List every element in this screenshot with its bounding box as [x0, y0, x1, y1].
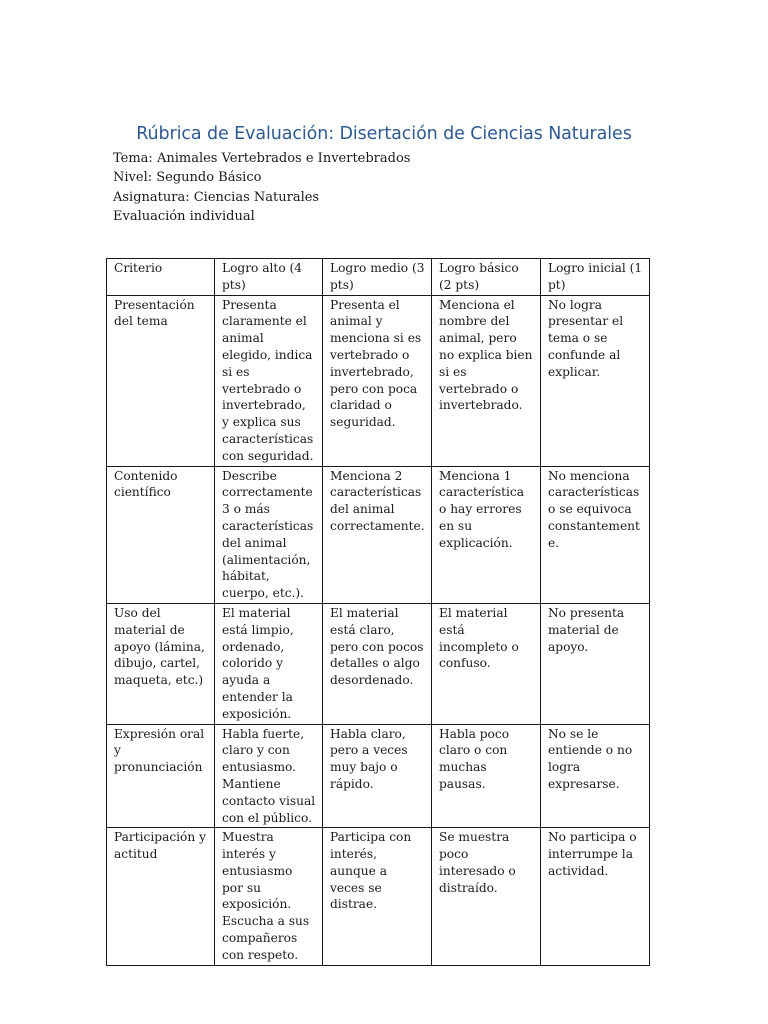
- table-cell: Presentación del tema: [107, 295, 215, 466]
- header-logro-inicial: Logro inicial (1 pt): [541, 259, 650, 296]
- table-cell: No se le entiende o no logra expresarse.: [541, 724, 650, 828]
- table-row: [107, 603, 650, 724]
- meta-evaluation-type: Evaluación individual: [113, 209, 255, 225]
- header-logro-medio: Logro medio (3 pts): [323, 259, 432, 296]
- header-logro-alto: Logro alto (4 pts): [215, 259, 323, 296]
- table-cell: Menciona 2 características del animal correctamente.: [323, 466, 432, 603]
- table-row: [107, 724, 650, 828]
- table-row: [107, 828, 650, 965]
- table-cell: Presenta el animal y menciona si es vertebrado o invertebrado, pero con poca claridad o seguridad.: [323, 295, 432, 466]
- table-cell: Expresión oral y pronunciación: [107, 724, 215, 828]
- table-cell: El material está incompleto o confuso.: [432, 603, 541, 724]
- document-title: Rúbrica de Evaluación: Disertación de Ciencias Naturales: [136, 124, 632, 144]
- meta-subject: Asignatura: Ciencias Naturales: [113, 189, 320, 205]
- header-logro-basico: Logro básico (2 pts): [432, 259, 541, 296]
- table-cell: No menciona características o se equivoca constantemente.: [541, 466, 650, 603]
- table-cell: Se muestra poco interesado o distraído.: [432, 828, 541, 965]
- table-header-row: [107, 259, 650, 296]
- rubric-table: [106, 258, 650, 966]
- table-cell: Habla claro, pero a veces muy bajo o rápido.: [323, 724, 432, 828]
- meta-level: Nivel: Segundo Básico: [113, 170, 262, 186]
- table-cell: Presenta claramente el animal elegido, indica si es vertebrado o invertebrado, y explica sus características con seguridad.: [215, 295, 323, 466]
- header-criterio: Criterio: [107, 259, 215, 296]
- meta-topic: Tema: Animales Vertebrados e Invertebrados: [113, 151, 411, 166]
- table-cell: Habla poco claro o con muchas pausas.: [432, 724, 541, 828]
- table-cell: Contenido científico: [107, 466, 215, 603]
- table-cell: Uso del material de apoyo (lámina, dibujo, cartel, maqueta, etc.): [107, 603, 215, 724]
- table-cell: El material está limpio, ordenado, colorido y ayuda a entender la exposición.: [215, 603, 323, 724]
- table-cell: Menciona el nombre del animal, pero no explica bien si es vertebrado o invertebrado.: [432, 295, 541, 466]
- table-cell: No presenta material de apoyo.: [541, 603, 650, 724]
- table-cell: Muestra interés y entusiasmo por su exposición. Escucha a sus compañeros con respeto.: [215, 828, 323, 965]
- document-meta: [113, 149, 410, 227]
- table-cell: No participa o interrumpe la actividad.: [541, 828, 650, 965]
- table-row: [107, 295, 650, 466]
- table-cell: No logra presentar el tema o se confunde al explicar.: [541, 295, 650, 466]
- table-cell: Habla fuerte, claro y con entusiasmo. Mantiene contacto visual con el público.: [215, 724, 323, 828]
- table-cell: El material está claro, pero con pocos detalles o algo desordenado.: [323, 603, 432, 724]
- table-row: [107, 466, 650, 603]
- table-cell: Describe correctamente 3 o más características del animal (alimentación, hábitat, cuerpo, etc.).: [215, 466, 323, 603]
- table-cell: Menciona 1 característica o hay errores en su explicación.: [432, 466, 541, 603]
- table-cell: Participa con interés, aunque a veces se distrae.: [323, 828, 432, 965]
- table-cell: Participación y actitud: [107, 828, 215, 965]
